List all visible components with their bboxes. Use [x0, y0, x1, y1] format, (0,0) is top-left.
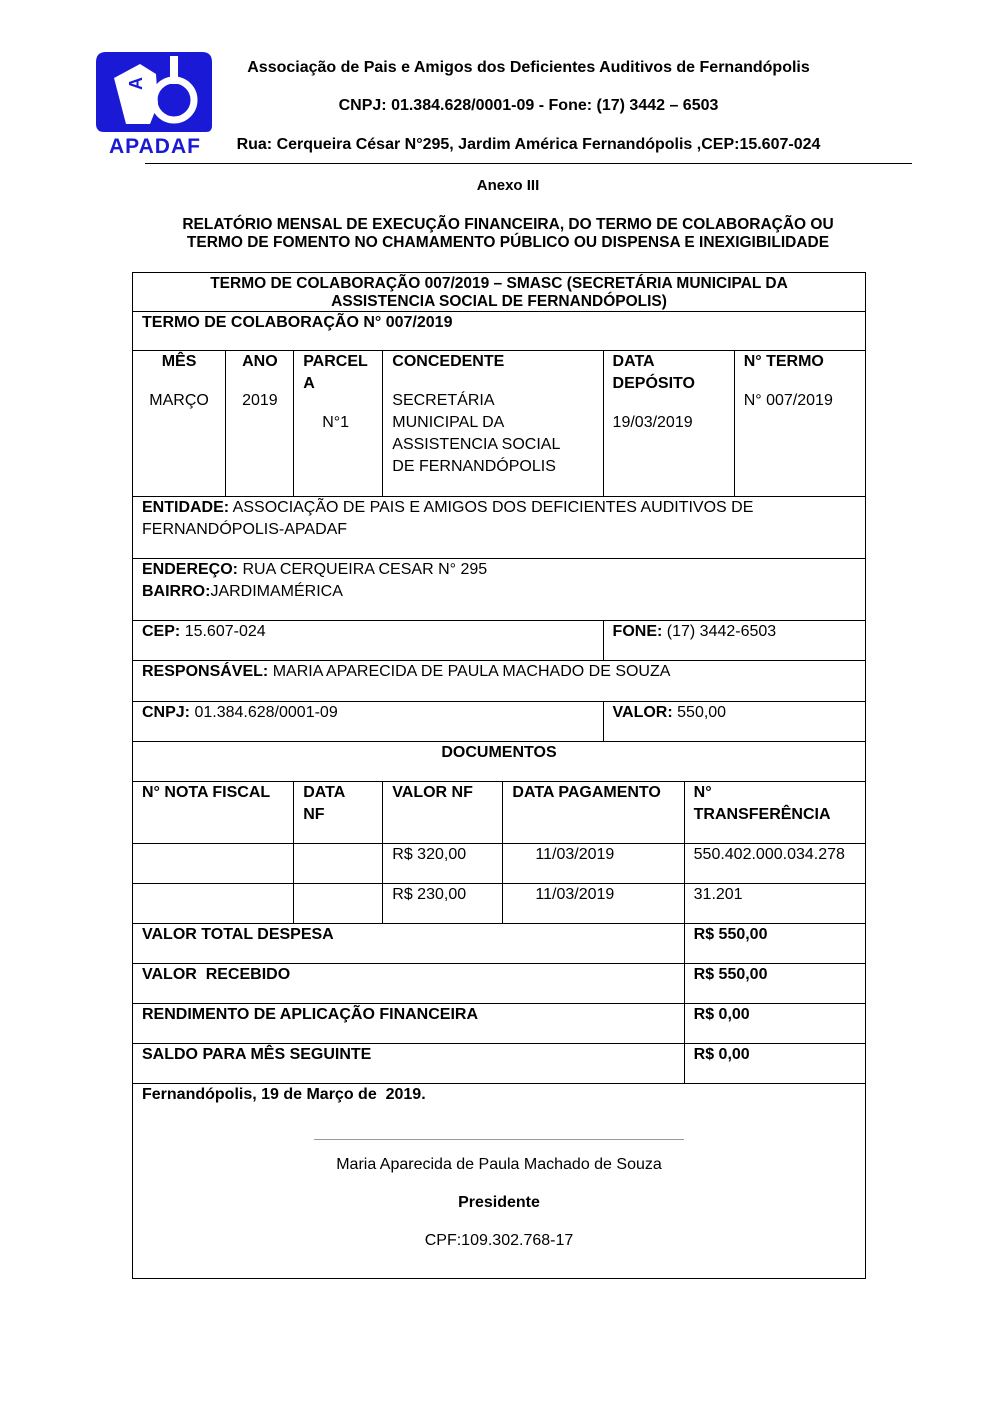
rendimento-value: R$ 0,00 — [684, 1004, 865, 1044]
ano-cell — [226, 351, 294, 497]
mes-cell — [133, 351, 226, 497]
doc-data-nf — [294, 884, 383, 924]
total-despesa-label: VALOR TOTAL DESPESA — [133, 924, 685, 964]
header-divider — [145, 163, 912, 164]
doc-header-data-pagamento: DATA PAGAMENTO — [503, 782, 684, 844]
valor-recebido-label: VALOR RECEBIDO — [133, 964, 685, 1004]
responsavel-label: RESPONSÁVEL: — [142, 663, 269, 680]
doc-data-pagamento: 11/03/2019 — [503, 884, 684, 924]
org-cnpj-phone: CNPJ: 01.384.628/0001-09 - Fone: (17) 3442 – 6503 — [338, 97, 719, 114]
fone-value: (17) 3442-6503 — [666, 623, 777, 640]
endereco-label: ENDEREÇO: — [142, 561, 239, 578]
report-table — [132, 272, 866, 1279]
doc-nota — [133, 884, 294, 924]
cep-cell — [133, 621, 604, 661]
saldo-value: R$ 0,00 — [684, 1044, 865, 1084]
total-row — [133, 924, 866, 964]
doc-transferencia: 31.201 — [684, 884, 865, 924]
doc-data-nf — [294, 844, 383, 884]
date-place: Fernandópolis, 19 de Março de 2019. — [142, 1086, 426, 1103]
annex-label: Anexo III — [476, 177, 540, 194]
data-deposito-value: 19/03/2019 — [612, 414, 693, 431]
entidade-cell — [133, 497, 866, 559]
doc-header-valor-nf: VALOR NF — [383, 782, 503, 844]
doc-header-data-nf-1: DATA — [303, 784, 346, 801]
entidade-label: ENTIDADE: — [142, 499, 230, 516]
doc-transferencia: 550.402.000.034.278 — [684, 844, 865, 884]
concedente-value-2: MUNICIPAL DA — [392, 414, 505, 431]
cnpj-cell — [133, 702, 604, 742]
termo-line: TERMO DE COLABORAÇÃO N° 007/2019 — [133, 312, 866, 351]
total-row — [133, 964, 866, 1004]
parcela-header-1: PARCEL — [303, 353, 368, 370]
valor-label: VALOR: — [612, 704, 673, 721]
report-title-line1: RELATÓRIO MENSAL DE EXECUÇÃO FINANCEIRA, DO TERMO DE COLABORAÇÃO OU — [182, 216, 834, 233]
fone-cell — [603, 621, 865, 661]
signature-cell — [133, 1084, 866, 1279]
documentos-header: DOCUMENTOS — [133, 742, 866, 782]
parcela-cell — [294, 351, 383, 497]
total-row — [133, 1004, 866, 1044]
rendimento-label: RENDIMENTO DE APLICAÇÃO FINANCEIRA — [133, 1004, 685, 1044]
doc-valor-nf: R$ 320,00 — [383, 844, 503, 884]
ano-header: ANO — [242, 353, 278, 370]
signer-cpf: CPF:109.302.768-17 — [424, 1232, 574, 1249]
responsavel-cell — [133, 661, 866, 702]
svg-text:APADAF: APADAF — [109, 135, 201, 156]
signer-name: Maria Aparecida de Paula Machado de Souza — [336, 1156, 662, 1173]
concedente-cell — [383, 351, 603, 497]
signer-role: Presidente — [458, 1194, 540, 1211]
responsavel-value: MARIA APARECIDA DE PAULA MACHADO DE SOUZA — [272, 663, 671, 680]
report-title — [132, 216, 884, 252]
table-header-line2: ASSISTENCIA SOCIAL DE FERNANDÓPOLIS) — [331, 293, 667, 310]
n-termo-value: N° 007/2019 — [743, 392, 833, 409]
concedente-value-4: DE FERNANDÓPOLIS — [392, 458, 556, 475]
ano-value: 2019 — [242, 392, 278, 409]
doc-header-transferencia — [684, 782, 865, 844]
valor-recebido-value: R$ 550,00 — [684, 964, 865, 1004]
data-deposito-header-1: DATA — [612, 353, 655, 370]
n-termo-header: N° TERMO — [743, 353, 824, 370]
data-deposito-header-2: DEPÓSITO — [612, 375, 695, 392]
parcela-value: N°1 — [322, 414, 350, 431]
total-despesa-value: R$ 550,00 — [684, 924, 865, 964]
cnpj-label: CNPJ: — [142, 704, 191, 721]
endereco-value: RUA CERQUEIRA CESAR N° 295 — [242, 561, 488, 578]
cnpj-value: 01.384.628/0001-09 — [194, 704, 338, 721]
mes-header: MÊS — [161, 353, 197, 370]
mes-value: MARÇO — [149, 392, 209, 409]
org-address: Rua: Cerqueira César N°295, Jardim América Fernandópolis ,CEP:15.607-024 — [236, 136, 821, 153]
concedente-value-3: ASSISTENCIA SOCIAL — [392, 436, 561, 453]
doc-header-data-nf-2: NF — [303, 806, 325, 823]
cep-label: CEP: — [142, 623, 181, 640]
table-header-line1: TERMO DE COLABORAÇÃO 007/2019 – SMASC (SECRETÁRIA MUNICIPAL DA — [210, 275, 788, 292]
doc-valor-nf: R$ 230,00 — [383, 884, 503, 924]
cep-value: 15.607-024 — [184, 623, 266, 640]
table-row — [133, 844, 866, 884]
table-header — [133, 273, 866, 312]
endereco-cell — [133, 559, 866, 621]
svg-text:A: A — [126, 77, 146, 90]
doc-header-data-nf — [294, 782, 383, 844]
org-name: Associação de Pais e Amigos dos Deficientes Auditivos de Fernandópolis — [247, 59, 810, 76]
n-termo-cell — [734, 351, 865, 497]
data-deposito-cell — [603, 351, 734, 497]
table-row — [133, 884, 866, 924]
parcel-row — [133, 351, 866, 497]
doc-data-pagamento: 11/03/2019 — [503, 844, 684, 884]
saldo-label: SALDO PARA MÊS SEGUINTE — [133, 1044, 685, 1084]
bairro-value: JARDIMAMÉRICA — [210, 583, 343, 600]
fone-label: FONE: — [612, 623, 663, 640]
bairro-label: BAIRRO: — [142, 583, 211, 600]
concedente-value-1: SECRETÁRIA — [392, 392, 495, 409]
report-title-line2: TERMO DE FOMENTO NO CHAMAMENTO PÚBLICO OU DISPENSA E INEXIGIBILIDADE — [186, 234, 830, 251]
parcela-header-2: A — [303, 375, 315, 392]
concedente-header: CONCEDENTE — [392, 353, 505, 370]
entidade-value: ASSOCIAÇÃO DE PAIS E AMIGOS DOS DEFICIENTES AUDITIVOS DE FERNANDÓPOLIS-APADAF — [142, 499, 754, 538]
doc-header-nota: N° NOTA FISCAL — [133, 782, 294, 844]
doc-nota — [133, 844, 294, 884]
documents-header-row — [133, 782, 866, 844]
doc-header-transferencia-2: TRANSFERÊNCIA — [693, 806, 831, 823]
valor-cell — [603, 702, 865, 742]
valor-value: 550,00 — [677, 704, 727, 721]
doc-header-transferencia-1: N° — [693, 784, 712, 801]
total-row — [133, 1044, 866, 1084]
